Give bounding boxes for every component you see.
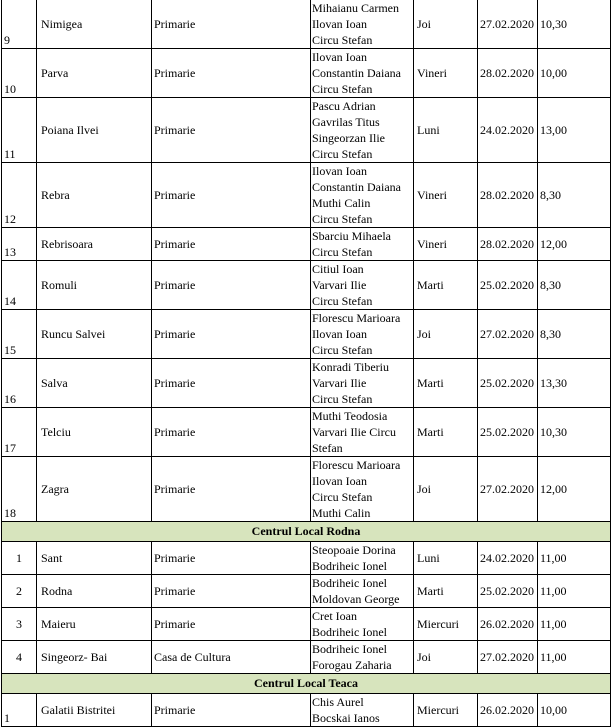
time-cell: 12,00	[538, 457, 611, 522]
institution-cell: Primarie	[152, 359, 311, 408]
row-number: 2	[2, 575, 37, 608]
person-name: Gavrilas Titus	[312, 115, 380, 129]
people-cell	[311, 694, 414, 727]
day-cell: Marti	[414, 408, 478, 457]
row-number: 9	[2, 0, 37, 49]
day-cell: Luni	[414, 542, 478, 575]
date-cell: 24.02.2020	[478, 98, 538, 163]
person-name: Bodriheic Ionel	[312, 625, 387, 639]
locality-cell: Rodna	[37, 575, 152, 608]
table-row	[2, 641, 611, 674]
date-cell: 28.02.2020	[478, 163, 538, 228]
date-cell: 27.02.2020	[478, 641, 538, 674]
people-cell	[311, 98, 414, 163]
locality-cell: Nimigea	[37, 0, 152, 49]
person-name: Ilovan Ioan	[312, 327, 367, 341]
person-name: Forogau Zaharia	[312, 658, 392, 672]
locality-cell: Telciu	[37, 408, 152, 457]
day-cell: Marti	[414, 575, 478, 608]
person-name: Circu Stefan	[312, 490, 373, 504]
row-number: 13	[2, 228, 37, 261]
row-number: 3	[2, 608, 37, 641]
person-name: Pascu Adrian	[312, 99, 376, 113]
institution-cell: Primarie	[152, 163, 311, 228]
person-name: Bodriheic Ionel	[312, 576, 387, 590]
locality-cell: Zagra	[37, 457, 152, 522]
person-name: Florescu Marioara	[312, 458, 401, 472]
row-number: 17	[2, 408, 37, 457]
row-number: 1	[2, 694, 37, 727]
people-cell	[311, 228, 414, 261]
row-number: 10	[2, 49, 37, 98]
date-cell: 27.02.2020	[478, 310, 538, 359]
row-number: 15	[2, 310, 37, 359]
date-cell: 27.02.2020	[478, 0, 538, 49]
people-cell	[311, 608, 414, 641]
people-cell	[311, 49, 414, 98]
section-header-row	[2, 674, 611, 694]
date-cell: 25.02.2020	[478, 575, 538, 608]
people-cell	[311, 408, 414, 457]
institution-cell: Primarie	[152, 542, 311, 575]
row-number: 16	[2, 359, 37, 408]
day-cell: Joi	[414, 0, 478, 49]
institution-cell: Primarie	[152, 0, 311, 49]
person-name: Bocskai Ianos	[312, 711, 380, 725]
table-row	[2, 261, 611, 310]
table-row	[2, 359, 611, 408]
person-name: Ilovan Ioan	[312, 17, 367, 31]
time-cell: 10,30	[538, 0, 611, 49]
people-cell	[311, 310, 414, 359]
date-cell: 24.02.2020	[478, 542, 538, 575]
day-cell: Luni	[414, 98, 478, 163]
day-cell: Joi	[414, 310, 478, 359]
date-cell: 25.02.2020	[478, 261, 538, 310]
people-cell	[311, 0, 414, 49]
day-cell: Miercuri	[414, 694, 478, 727]
date-cell: 26.02.2020	[478, 608, 538, 641]
person-name: Circu Stefan	[312, 212, 373, 226]
time-cell: 8,30	[538, 310, 611, 359]
date-cell: 25.02.2020	[478, 359, 538, 408]
person-name: Florescu Marioara	[312, 311, 401, 325]
people-cell	[311, 163, 414, 228]
table-row	[2, 608, 611, 641]
person-name: Circu Stefan	[312, 245, 373, 259]
person-name: Bodriheic Ionel	[312, 559, 387, 573]
row-number: 12	[2, 163, 37, 228]
time-cell: 13,00	[538, 98, 611, 163]
institution-cell: Primarie	[152, 457, 311, 522]
person-name: Varvari Ilie	[312, 278, 367, 292]
day-cell: Marti	[414, 359, 478, 408]
person-name: Citiul Ioan	[312, 262, 364, 276]
institution-cell: Primarie	[152, 608, 311, 641]
row-number: 11	[2, 98, 37, 163]
day-cell: Joi	[414, 457, 478, 522]
person-name: Circu Stefan	[312, 392, 373, 406]
person-name: Sbarciu Mihaela	[312, 229, 391, 243]
person-name: Steopoaie Dorina	[312, 543, 396, 557]
section-header-row	[2, 522, 611, 542]
table-row	[2, 310, 611, 359]
institution-cell: Primarie	[152, 228, 311, 261]
date-cell: 27.02.2020	[478, 457, 538, 522]
time-cell: 10,30	[538, 408, 611, 457]
people-cell	[311, 575, 414, 608]
table-row	[2, 542, 611, 575]
row-number: 18	[2, 457, 37, 522]
person-name: Circu Stefan	[312, 82, 373, 96]
table-row	[2, 49, 611, 98]
institution-cell: Primarie	[152, 49, 311, 98]
table-row	[2, 457, 611, 522]
institution-cell: Primarie	[152, 575, 311, 608]
locality-cell: Salva	[37, 359, 152, 408]
section-header: Centrul Local Teaca	[2, 674, 611, 694]
people-cell	[311, 641, 414, 674]
date-cell: 28.02.2020	[478, 228, 538, 261]
person-name: Mihaianu Carmen	[312, 1, 399, 15]
person-name: Constantin Daiana	[312, 180, 401, 194]
time-cell: 10,00	[538, 49, 611, 98]
people-cell	[311, 359, 414, 408]
time-cell: 11,00	[538, 641, 611, 674]
locality-cell: Maieru	[37, 608, 152, 641]
locality-cell: Rebra	[37, 163, 152, 228]
row-number: 14	[2, 261, 37, 310]
person-name: Moldovan George	[312, 592, 400, 606]
person-name: Konradi Tiberiu	[312, 360, 390, 374]
day-cell: Vineri	[414, 49, 478, 98]
day-cell: Vineri	[414, 163, 478, 228]
row-number: 1	[2, 542, 37, 575]
date-cell: 26.02.2020	[478, 694, 538, 727]
date-cell: 28.02.2020	[478, 49, 538, 98]
schedule-table	[1, 0, 611, 727]
locality-cell: Poiana Ilvei	[37, 98, 152, 163]
person-name: Ilovan Ioan	[312, 50, 367, 64]
time-cell: 8,30	[538, 163, 611, 228]
people-cell	[311, 457, 414, 522]
person-name: Ilovan Ioan	[312, 164, 367, 178]
person-name: Constantin Daiana	[312, 66, 401, 80]
table-row	[2, 163, 611, 228]
person-name: Stefan	[312, 441, 343, 455]
table-row	[2, 575, 611, 608]
time-cell: 10,00	[538, 694, 611, 727]
person-name: Circu Stefan	[312, 294, 373, 308]
table-row	[2, 694, 611, 727]
person-name: Muthi Teodosia	[312, 409, 388, 423]
day-cell: Miercuri	[414, 608, 478, 641]
institution-cell: Primarie	[152, 261, 311, 310]
locality-cell: Romuli	[37, 261, 152, 310]
person-name: Circu Stefan	[312, 147, 373, 161]
row-number: 4	[2, 641, 37, 674]
locality-cell: Rebrisoara	[37, 228, 152, 261]
time-cell: 8,30	[538, 261, 611, 310]
day-cell: Joi	[414, 641, 478, 674]
person-name: Muthi Calin	[312, 196, 371, 210]
person-name: Singeorzan Ilie	[312, 131, 385, 145]
person-name: Circu Stefan	[312, 343, 373, 357]
section-header: Centrul Local Rodna	[2, 522, 611, 542]
time-cell: 11,00	[538, 575, 611, 608]
people-cell	[311, 261, 414, 310]
locality-cell: Parva	[37, 49, 152, 98]
person-name: Ilovan Ioan	[312, 474, 367, 488]
time-cell: 11,00	[538, 542, 611, 575]
day-cell: Vineri	[414, 228, 478, 261]
date-cell: 25.02.2020	[478, 408, 538, 457]
person-name: Varvari Ilie	[312, 376, 367, 390]
person-name: Circu Stefan	[312, 33, 373, 47]
person-name: Varvari Ilie Circu	[312, 425, 396, 439]
time-cell: 11,00	[538, 608, 611, 641]
table-row	[2, 98, 611, 163]
locality-cell: Singeorz- Bai	[37, 641, 152, 674]
table-row	[2, 0, 611, 49]
institution-cell: Primarie	[152, 310, 311, 359]
locality-cell: Sant	[37, 542, 152, 575]
person-name: Chis Aurel	[312, 695, 364, 709]
time-cell: 12,00	[538, 228, 611, 261]
locality-cell: Runcu Salvei	[37, 310, 152, 359]
day-cell: Marti	[414, 261, 478, 310]
locality-cell: Galatii Bistritei	[37, 694, 152, 727]
time-cell: 13,30	[538, 359, 611, 408]
table-row	[2, 408, 611, 457]
institution-cell: Primarie	[152, 408, 311, 457]
person-name: Muthi Calin	[312, 506, 371, 520]
people-cell	[311, 542, 414, 575]
person-name: Bodriheic Ionel	[312, 642, 387, 656]
institution-cell: Casa de Cultura	[152, 641, 311, 674]
person-name: Cret Ioan	[312, 609, 357, 623]
institution-cell: Primarie	[152, 98, 311, 163]
institution-cell: Primarie	[152, 694, 311, 727]
table-row	[2, 228, 611, 261]
